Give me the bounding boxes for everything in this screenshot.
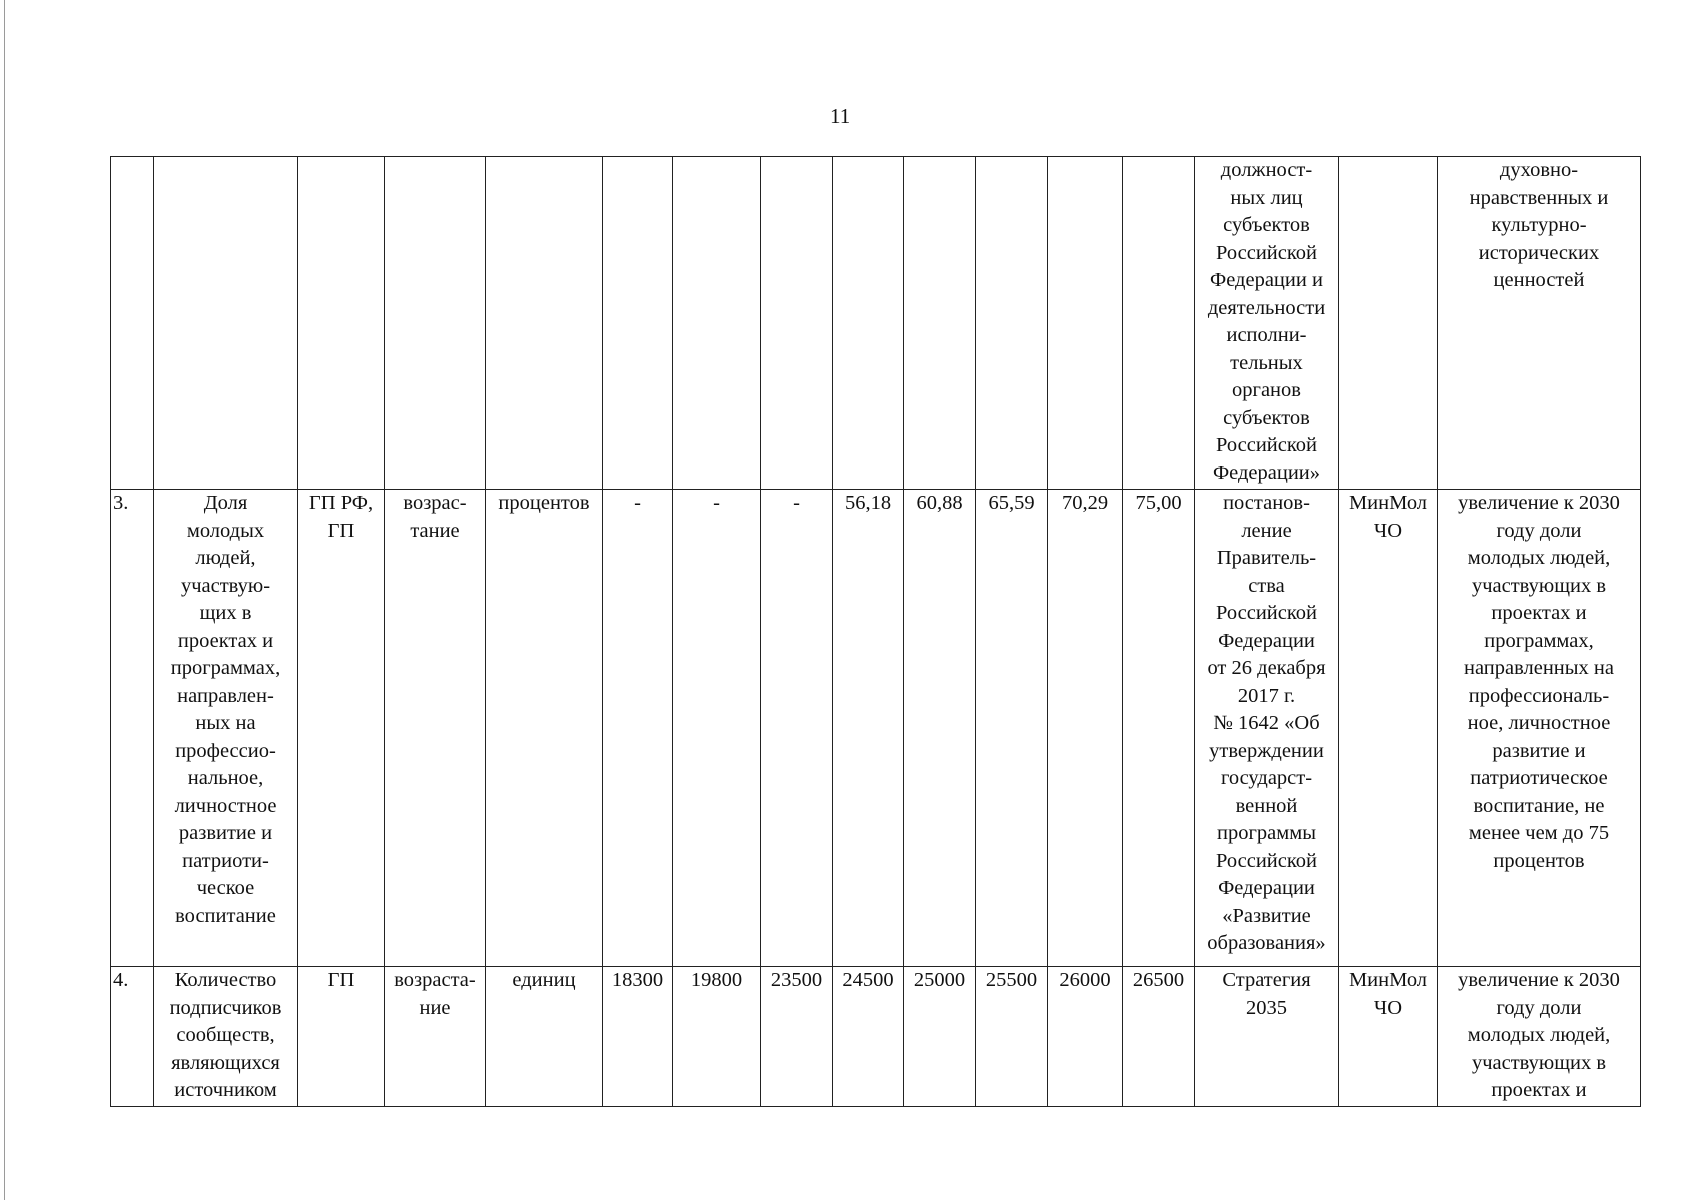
table-row-continued [111,157,1641,490]
cell-value: 70,29 [1048,490,1123,967]
cell-value: 19800 [673,967,761,1107]
cell-trend [385,157,486,490]
cell-result: увеличение к 2030 году доли молодых людей, участвующих в проектах и [1438,967,1641,1107]
page-number: 11 [830,104,851,128]
cell-name [154,157,298,490]
cell-value [761,157,833,490]
scan-edge-line [4,0,5,1200]
cell-value: - [673,490,761,967]
cell-responsible: МинМол ЧО [1339,490,1438,967]
cell-result: духовно- нравственных и культурно- исторических ценностей [1438,157,1641,490]
cell-value: 23500 [761,967,833,1107]
cell-num: 3. [111,490,154,967]
cell-trend: возрас- тание [385,490,486,967]
cell-responsible [1339,157,1438,490]
cell-responsible: МинМол ЧО [1339,967,1438,1107]
cell-value [603,157,673,490]
cell-basis: постанов- ление Правитель- ства Российской Федерации от 26 декабря 2017 г. № 1642 «Об утверждении государст- венной программы Российской Федерации «Развитие образования» [1195,490,1339,967]
cell-basis: Стратегия 2035 [1195,967,1339,1107]
cell-value: 25000 [904,967,976,1107]
cell-value [1123,157,1195,490]
cell-name: Количество подписчиков сообществ, являющихся источником [154,967,298,1107]
cell-trend: возраста- ние [385,967,486,1107]
cell-value [904,157,976,490]
cell-value: 25500 [976,967,1048,1107]
cell-value: 56,18 [833,490,904,967]
cell-value [673,157,761,490]
cell-value: 24500 [833,967,904,1107]
indicators-table [110,156,1641,1107]
cell-level: ГП РФ, ГП [298,490,385,967]
cell-value [833,157,904,490]
cell-unit: единиц [486,967,603,1107]
cell-num [111,157,154,490]
cell-value [976,157,1048,490]
table-row-3 [111,490,1641,967]
cell-value: 75,00 [1123,490,1195,967]
cell-unit [486,157,603,490]
cell-value: 26000 [1048,967,1123,1107]
cell-num: 4. [111,967,154,1107]
cell-result: увеличение к 2030 году доли молодых людей, участвующих в проектах и программах, направленных на профессиональ- ное, личностное развитие и патриотическое воспитание, не менее чем до 75 процентов [1438,490,1641,967]
cell-unit: процентов [486,490,603,967]
cell-value: - [603,490,673,967]
cell-name: Доля молодых людей, участвую- щих в проектах и программах, направлен- ных на профессио- нальное, личностное развитие и патриоти- ческое воспитание [154,490,298,967]
cell-value [1048,157,1123,490]
cell-value: 60,88 [904,490,976,967]
cell-value: 65,59 [976,490,1048,967]
table-row-4 [111,967,1641,1107]
cell-value: - [761,490,833,967]
cell-value: 18300 [603,967,673,1107]
cell-value: 26500 [1123,967,1195,1107]
cell-basis: должност- ных лиц субъектов Российской Федерации и деятельности исполни- тельных органов субъектов Российской Федерации» [1195,157,1339,490]
cell-level [298,157,385,490]
cell-level: ГП [298,967,385,1107]
